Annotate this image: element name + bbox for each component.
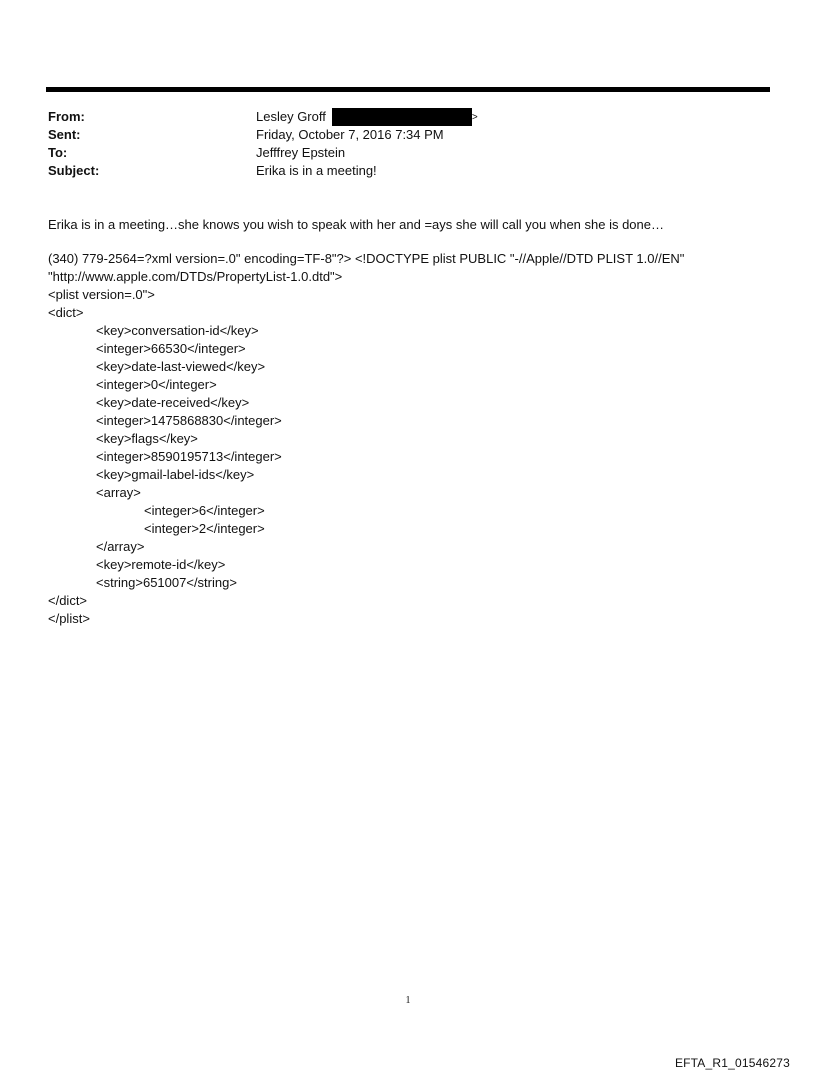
plist-line: <integer>8590195713</integer> bbox=[96, 449, 282, 464]
plist-line: <integer>6</integer> bbox=[144, 503, 265, 518]
plist-line: <string>651007</string> bbox=[96, 575, 237, 590]
message-text: Erika is in a meeting…she knows you wish to speak with her and =ays she will call you when she is done… bbox=[48, 217, 665, 232]
bates-number: EFTA_R1_01546273 bbox=[674, 1056, 790, 1070]
plist-line: <integer>66530</integer> bbox=[96, 341, 246, 356]
to-value: Jefffrey Epstein bbox=[256, 145, 346, 160]
plist-content bbox=[48, 286, 772, 628]
plist-line: <integer>1475868830</integer> bbox=[96, 413, 282, 428]
from-value bbox=[256, 108, 478, 128]
plist-header-line: (340) 779-2564=?xml version=.0" encoding=TF-8"?> <!DOCTYPE plist PUBLIC "-//Apple//DTD PLIST 1.0//EN" bbox=[48, 251, 685, 266]
paragraph-gap bbox=[48, 234, 772, 250]
sent-row bbox=[48, 126, 768, 144]
plist-line: <key>date-received</key> bbox=[96, 395, 250, 410]
to-row bbox=[48, 144, 768, 162]
plist-dtd-line: "http://www.apple.com/DTDs/PropertyList-1.0.dtd"> bbox=[48, 269, 343, 284]
redaction-tail: > bbox=[471, 112, 478, 123]
plist-line: </array> bbox=[96, 539, 145, 554]
plist-line: <key>gmail-label-ids</key> bbox=[96, 467, 255, 482]
page-number: 1 bbox=[405, 995, 411, 1006]
sent-label: Sent: bbox=[48, 127, 81, 142]
plist-line: <array> bbox=[96, 485, 141, 500]
plist-line: <plist version=.0"> bbox=[48, 287, 155, 302]
plist-line: <integer>0</integer> bbox=[96, 377, 217, 392]
plist-line: </dict> bbox=[48, 593, 88, 608]
to-label: To: bbox=[48, 145, 68, 160]
plist-line: <key>remote-id</key> bbox=[96, 557, 226, 572]
plist-line: <key>flags</key> bbox=[96, 431, 198, 446]
from-label: From: bbox=[48, 109, 85, 124]
subject-row bbox=[48, 162, 768, 180]
email-body bbox=[48, 216, 772, 628]
plist-line: <dict> bbox=[48, 305, 84, 320]
plist-line: <integer>2</integer> bbox=[144, 521, 265, 536]
from-row bbox=[48, 108, 768, 126]
from-name: Lesley Groff bbox=[256, 109, 326, 124]
plist-line: <key>date-last-viewed</key> bbox=[96, 359, 266, 374]
header-divider bbox=[46, 87, 770, 92]
redaction-box bbox=[332, 108, 472, 126]
plist-line: </plist> bbox=[48, 611, 90, 626]
subject-value: Erika is in a meeting! bbox=[256, 163, 377, 178]
sent-value: Friday, October 7, 2016 7:34 PM bbox=[256, 127, 444, 142]
plist-line: <key>conversation-id</key> bbox=[96, 323, 259, 338]
email-header bbox=[48, 108, 768, 180]
subject-label: Subject: bbox=[48, 163, 100, 178]
